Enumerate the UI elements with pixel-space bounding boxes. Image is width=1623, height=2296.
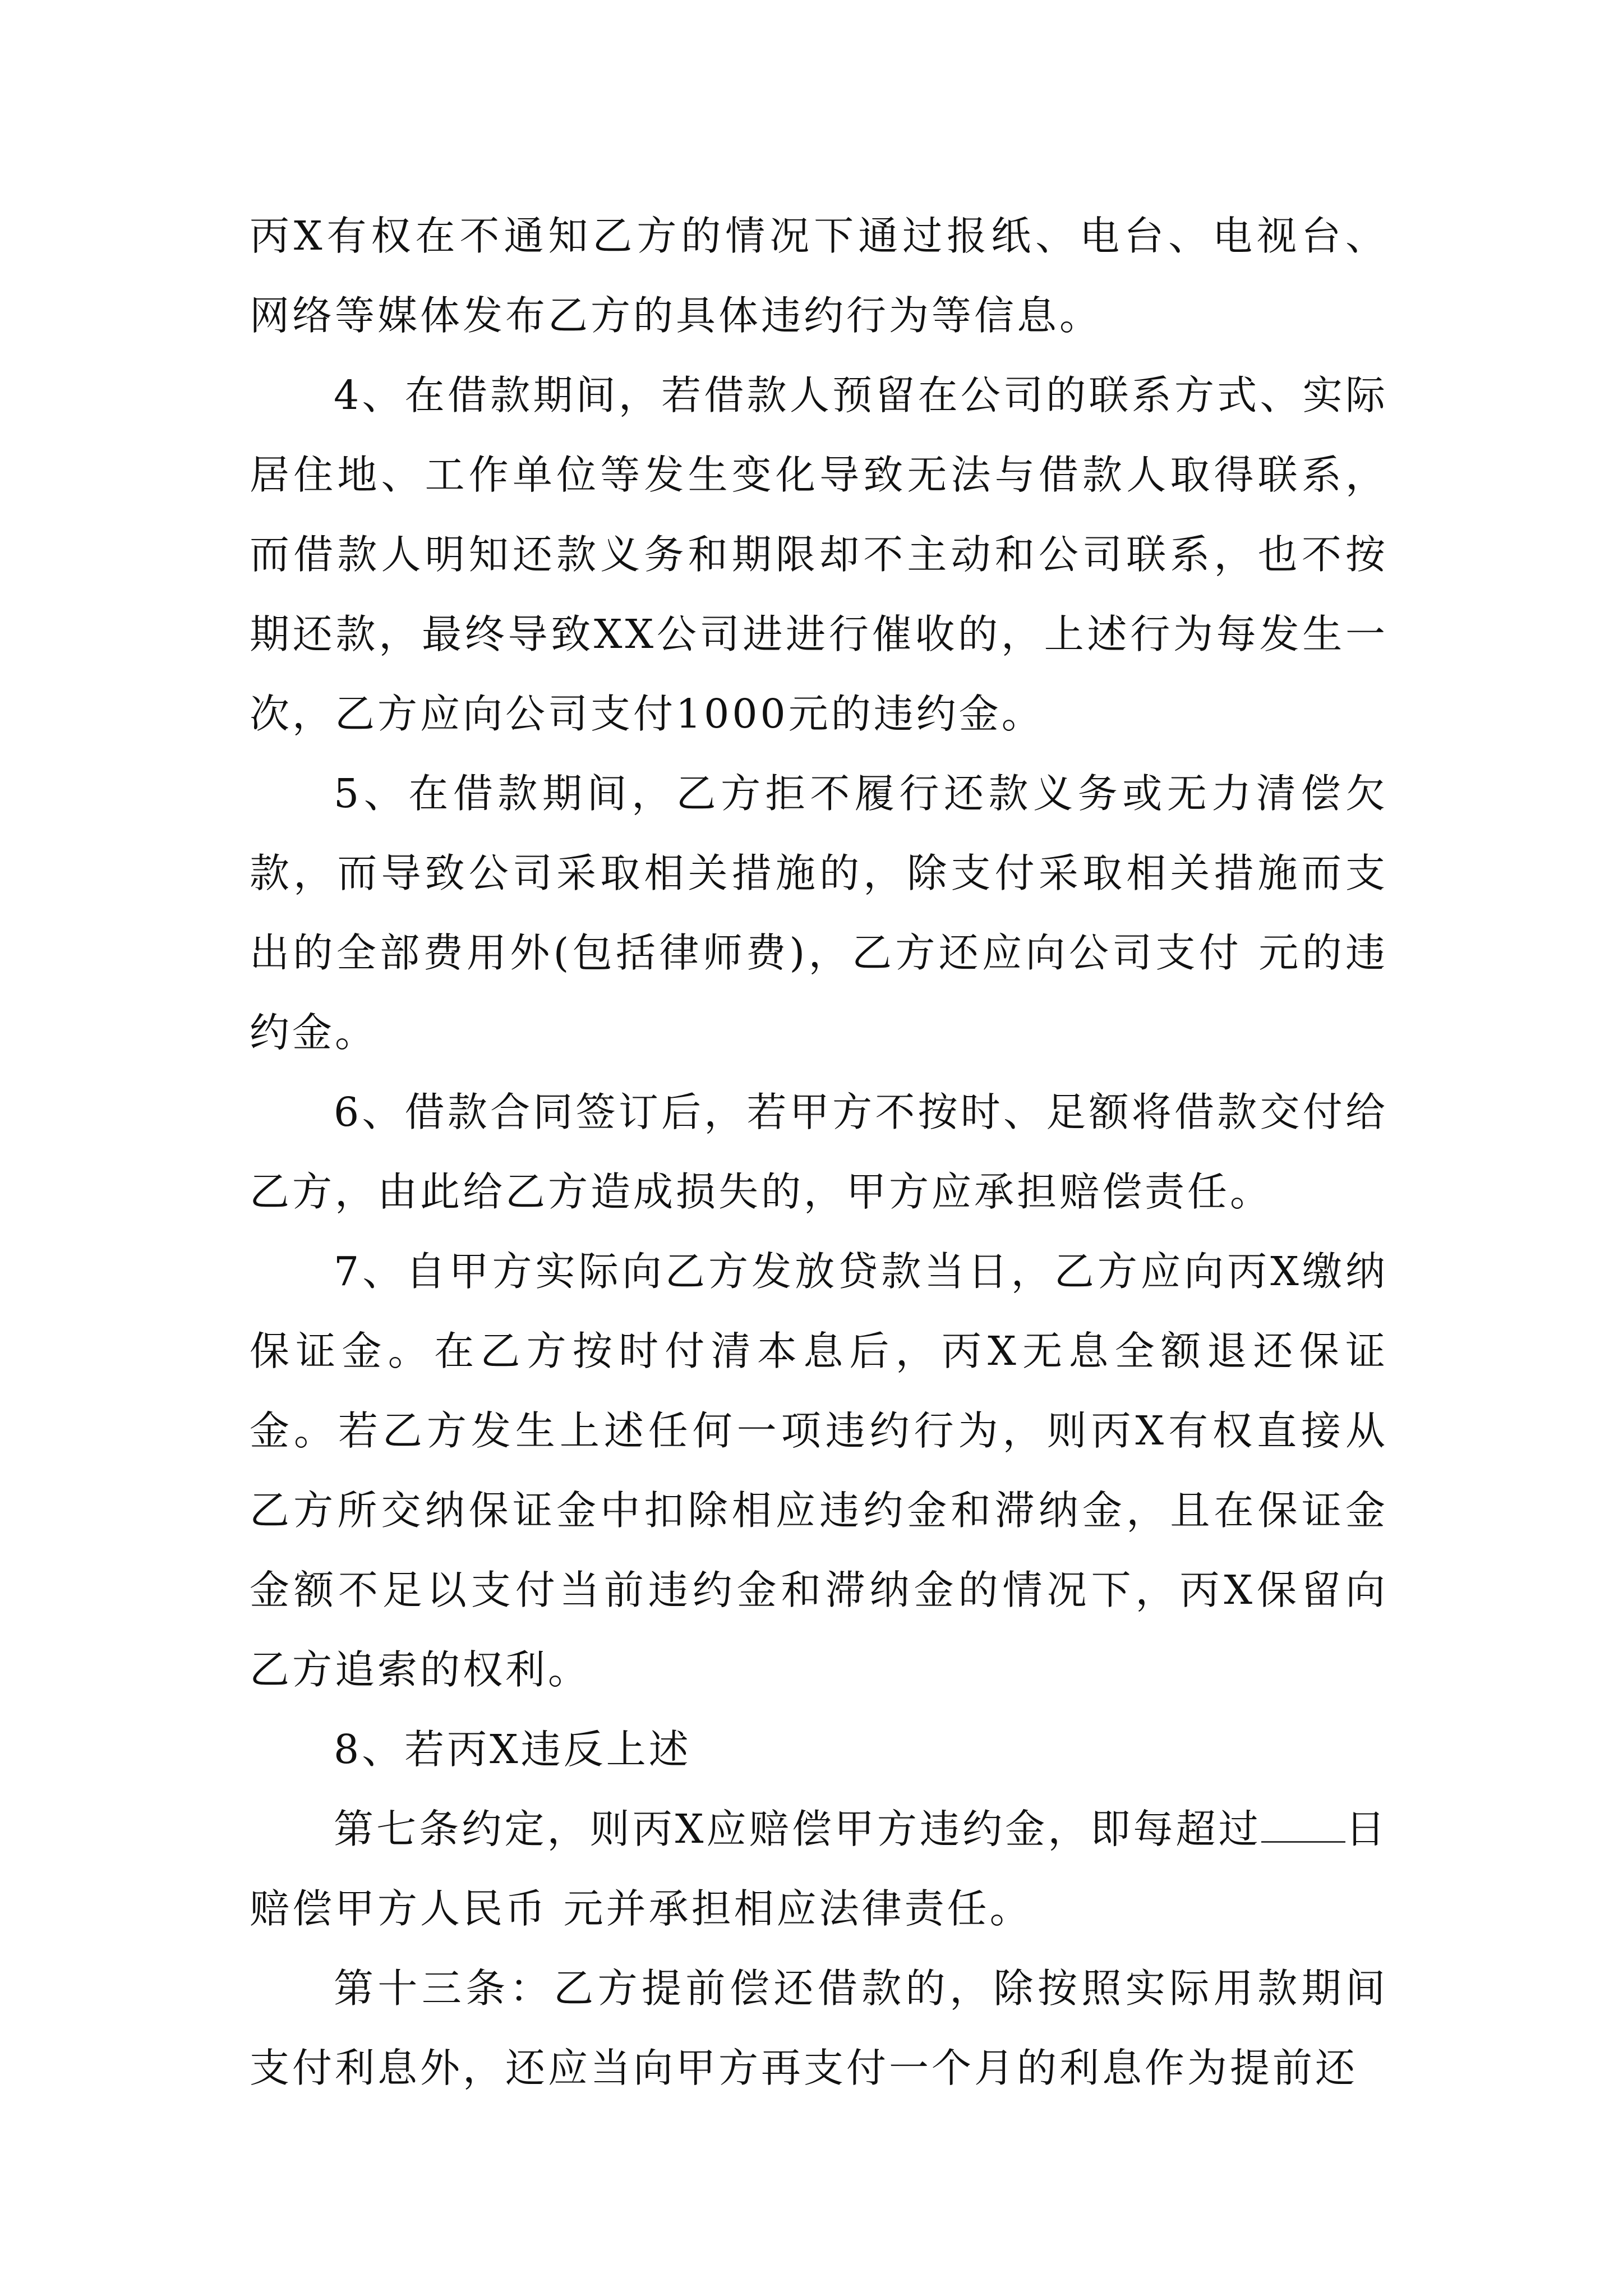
paragraph-clause-4: 4、在借款期间，若借款人预留在公司的联系方式、实际居住地、工作单位等发生变化导致无法与借款人取得联系，而借款人明知还款义务和期限却不主动和公司联系，也不按期还款，最终导致XX公司进进行催收的，上述行为每发生一次，乙方应向公司支付1000元的违约金。 (250, 372, 1388, 737)
paragraph-article-13: 第十三条：乙方提前偿还借款的，除按照实际用款期间支付利息外，还应当向甲方再支付一个月的利息作为提前还 (250, 1965, 1388, 2091)
paragraph-clause-7: 7、自甲方实际向乙方发放贷款当日，乙方应向丙X缴纳保证金。在乙方按时付清本息后，丙X无息全额退还保证金。若乙方发生上述任何一项违约行为，则丙X有权直接从乙方所交纳保证金中扣除相应违约金和滞纳金，且在保证金金额不足以支付当前违约金和滞纳金的情况下，丙X保留向乙方追索的权利。 (250, 1248, 1388, 1693)
fill-in-blank (1261, 1807, 1345, 1843)
article-7-text-continued: 日赔偿甲方人民币 元并承担相应法律责任。 (250, 1806, 1388, 1932)
paragraph-article-7-reference (250, 1789, 1388, 1949)
paragraph-clause-6: 6、借款合同签订后，若甲方不按时、足额将借款交付给乙方，由此给乙方造成损失的，甲方应承担赔偿责任。 (250, 1089, 1388, 1215)
article-7-text: 第七条约定，则丙X应赔偿甲方违约金，即每超过 (334, 1806, 1261, 1852)
paragraph-clause-8: 8、若丙X违反上述 (334, 1726, 691, 1773)
document-body (250, 196, 1388, 2108)
paragraph-continuation: 丙X有权在不通知乙方的情况下通过报纸、电台、电视台、网络等媒体发布乙方的具体违约行为等信息。 (250, 213, 1388, 339)
paragraph-clause-5: 5、在借款期间，乙方拒不履行还款义务或无力清偿欠款，而导致公司采取相关措施的，除支付采取相关措施而支出的全部费用外(包括律师费)，乙方还应向公司支付 元的违约金。 (250, 770, 1388, 1056)
